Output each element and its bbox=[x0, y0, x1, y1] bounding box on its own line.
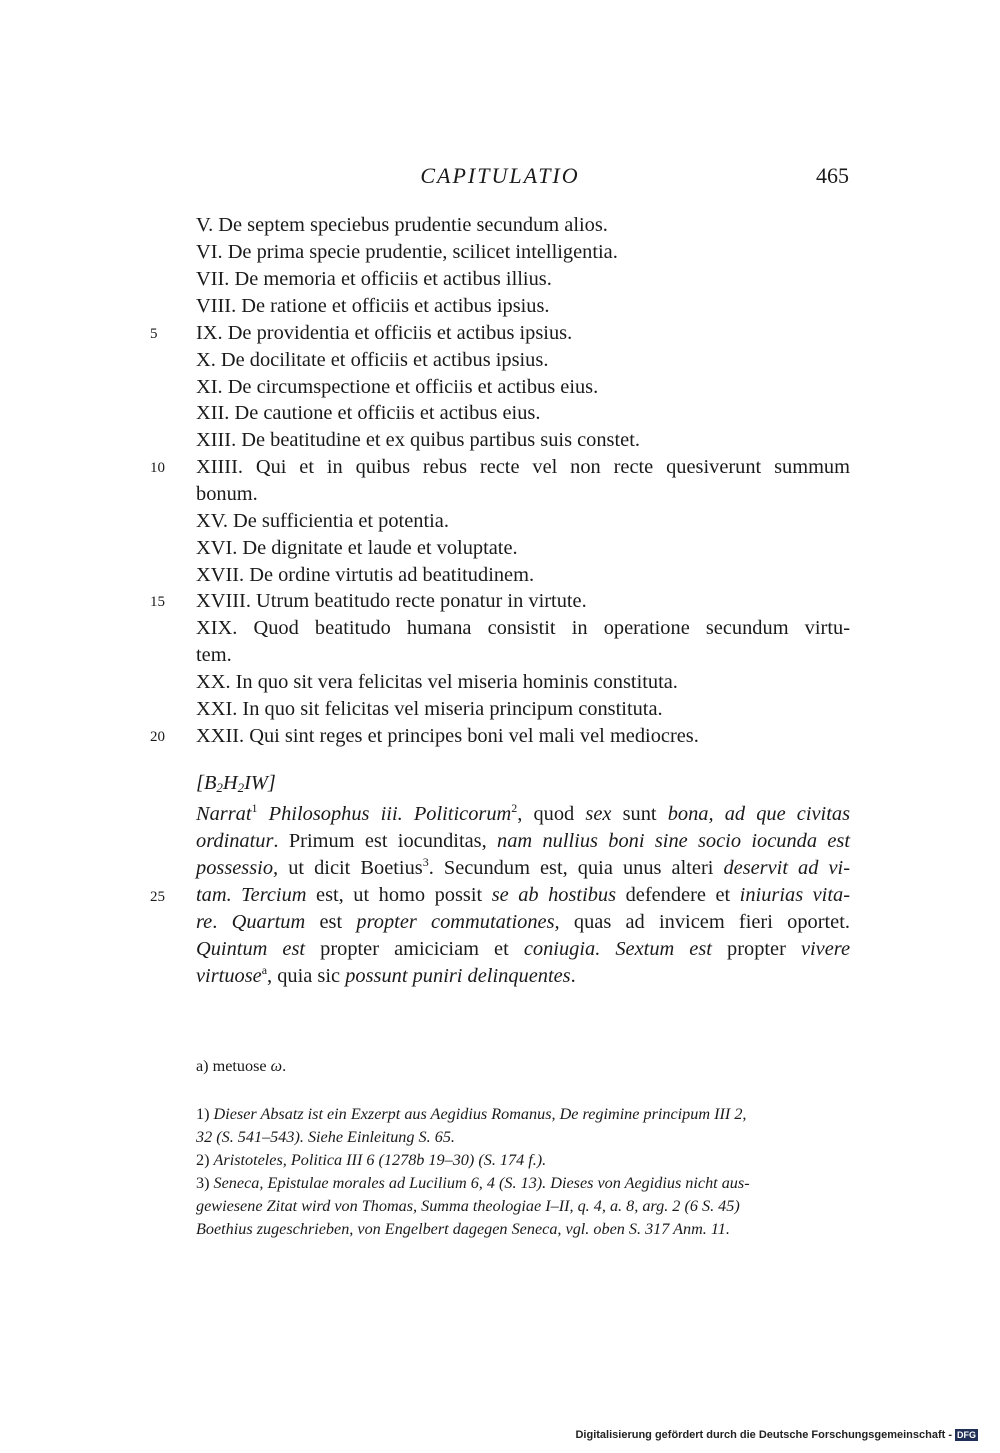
chapter-line: XIIII. Qui et in quibus rebus recte vel non recte quesiverunt summum bbox=[196, 456, 850, 478]
line-number: 20 bbox=[150, 729, 165, 745]
chapter-line: VI. De prima specie prudentie, scilicet intelligentia. bbox=[196, 241, 618, 263]
footnote-ref: 2 bbox=[511, 801, 518, 815]
chapter-line: X. De docilitate et officiis et actibus ipsius. bbox=[196, 349, 549, 371]
digitization-credit: Digitalisierung gefördert durch die Deutsche Forschungsgemeinschaft - DFG bbox=[575, 1429, 976, 1441]
chapter-line: XII. De cautione et officiis et actibus eius. bbox=[196, 402, 541, 424]
footnote-1: 1) Dieser Absatz ist ein Exzerpt aus Aegidius Romanus, De regimine principum III 2, bbox=[196, 1105, 747, 1123]
chapter-line: XI. De circumspectione et officiis et actibus eius. bbox=[196, 376, 599, 398]
chapter-line: IX. De providentia et officiis et actibus ipsius. bbox=[196, 322, 573, 344]
chapter-line: XVI. De dignitate et laude et voluptate. bbox=[196, 537, 518, 559]
passage-line: ordinatur. Primum est iocunditas, nam nullius boni sine socio iocunda est bbox=[196, 830, 850, 852]
chapter-line: bonum. bbox=[196, 483, 258, 505]
line-number: 25 bbox=[150, 889, 165, 905]
footnote-1-cont: 32 (S. 541–543). Siehe Einleitung S. 65. bbox=[196, 1128, 455, 1146]
footnote-2: 2) Aristoteles, Politica III 6 (1278b 19–30) (S. 174 f.). bbox=[196, 1151, 547, 1169]
manuscript-sigla: $[B_2H_2IW]$ bbox=[196, 772, 276, 795]
footnote-3-cont: gewiesene Zitat wird von Thomas, Summa theologiae I–II, q. 4, a. 8, arg. 2 (6 S. 45) bbox=[196, 1197, 740, 1215]
chapter-line: XVIII. Utrum beatitudo recte ponatur in virtute. bbox=[196, 590, 587, 612]
chapter-line: VII. De memoria et officiis et actibus illius. bbox=[196, 268, 552, 290]
passage-line: possessio, ut dicit Boetius$^3$. Secundum est, quia unus alteri deservit ad vi- bbox=[196, 855, 850, 879]
chapter-line: XIII. De beatitudine et ex quibus partibus suis constet. bbox=[196, 429, 640, 451]
footnote-ref: 1 bbox=[251, 801, 258, 815]
footnote-3-cont: Boethius zugeschrieben, von Engelbert dagegen Seneca, vgl. oben S. 317 Anm. 11. bbox=[196, 1220, 730, 1238]
chapter-line: XX. In quo sit vera felicitas vel miseria hominis constituta. bbox=[196, 671, 678, 693]
dfg-logo: DFG bbox=[957, 1430, 976, 1440]
line-number: 15 bbox=[150, 594, 165, 610]
passage-line: Quintum est propter amiciciam et coniugia. Sextum est propter vivere bbox=[196, 938, 851, 960]
chapter-line: XVII. De ordine virtutis ad beatitudinem. bbox=[196, 564, 535, 586]
passage-line: Narrat$^1$ Philosophus iii. Politicorum$^2$, quod sex sunt bona, ad que civitas bbox=[196, 801, 851, 825]
chapter-line: tem. bbox=[196, 644, 232, 666]
chapter-line: V. De septem speciebus prudentie secundum alios. bbox=[196, 214, 608, 236]
chapter-line: XV. De sufficientia et potentia. bbox=[196, 510, 449, 532]
page-number: 465 bbox=[816, 163, 849, 188]
apparatus-ref: a bbox=[261, 963, 268, 977]
critical-apparatus: a) metuose ω. bbox=[196, 1057, 287, 1075]
footnote-3: 3) Seneca, Epistulae morales ad Lucilium 6, 4 (S. 13). Dieses von Aegidius nicht aus- bbox=[196, 1174, 750, 1192]
chapter-line: XIX. Quod beatitudo humana consistit in operatione secundum virtu- bbox=[196, 617, 850, 639]
line-number: 5 bbox=[150, 326, 158, 342]
footnote-ref: 3 bbox=[422, 855, 429, 869]
passage-line: tam. Tercium est, ut homo possit se ab hostibus defendere et iniurias vita- bbox=[196, 884, 850, 906]
chapter-line: XXI. In quo sit felicitas vel miseria principum constituta. bbox=[196, 698, 663, 720]
running-title: CAPITULATIO bbox=[420, 163, 580, 188]
line-number: 10 bbox=[150, 460, 165, 476]
passage-line: re. Quartum est propter commutationes, quas ad invicem fieri oportet. bbox=[196, 911, 850, 933]
passage-line: virtuose$^a$, quia sic possunt puniri delinquentes. bbox=[196, 963, 576, 987]
chapter-line: XXII. Qui sint reges et principes boni vel mali vel mediocres. bbox=[196, 725, 699, 747]
chapter-line: VIII. De ratione et officiis et actibus ipsius. bbox=[196, 295, 550, 317]
